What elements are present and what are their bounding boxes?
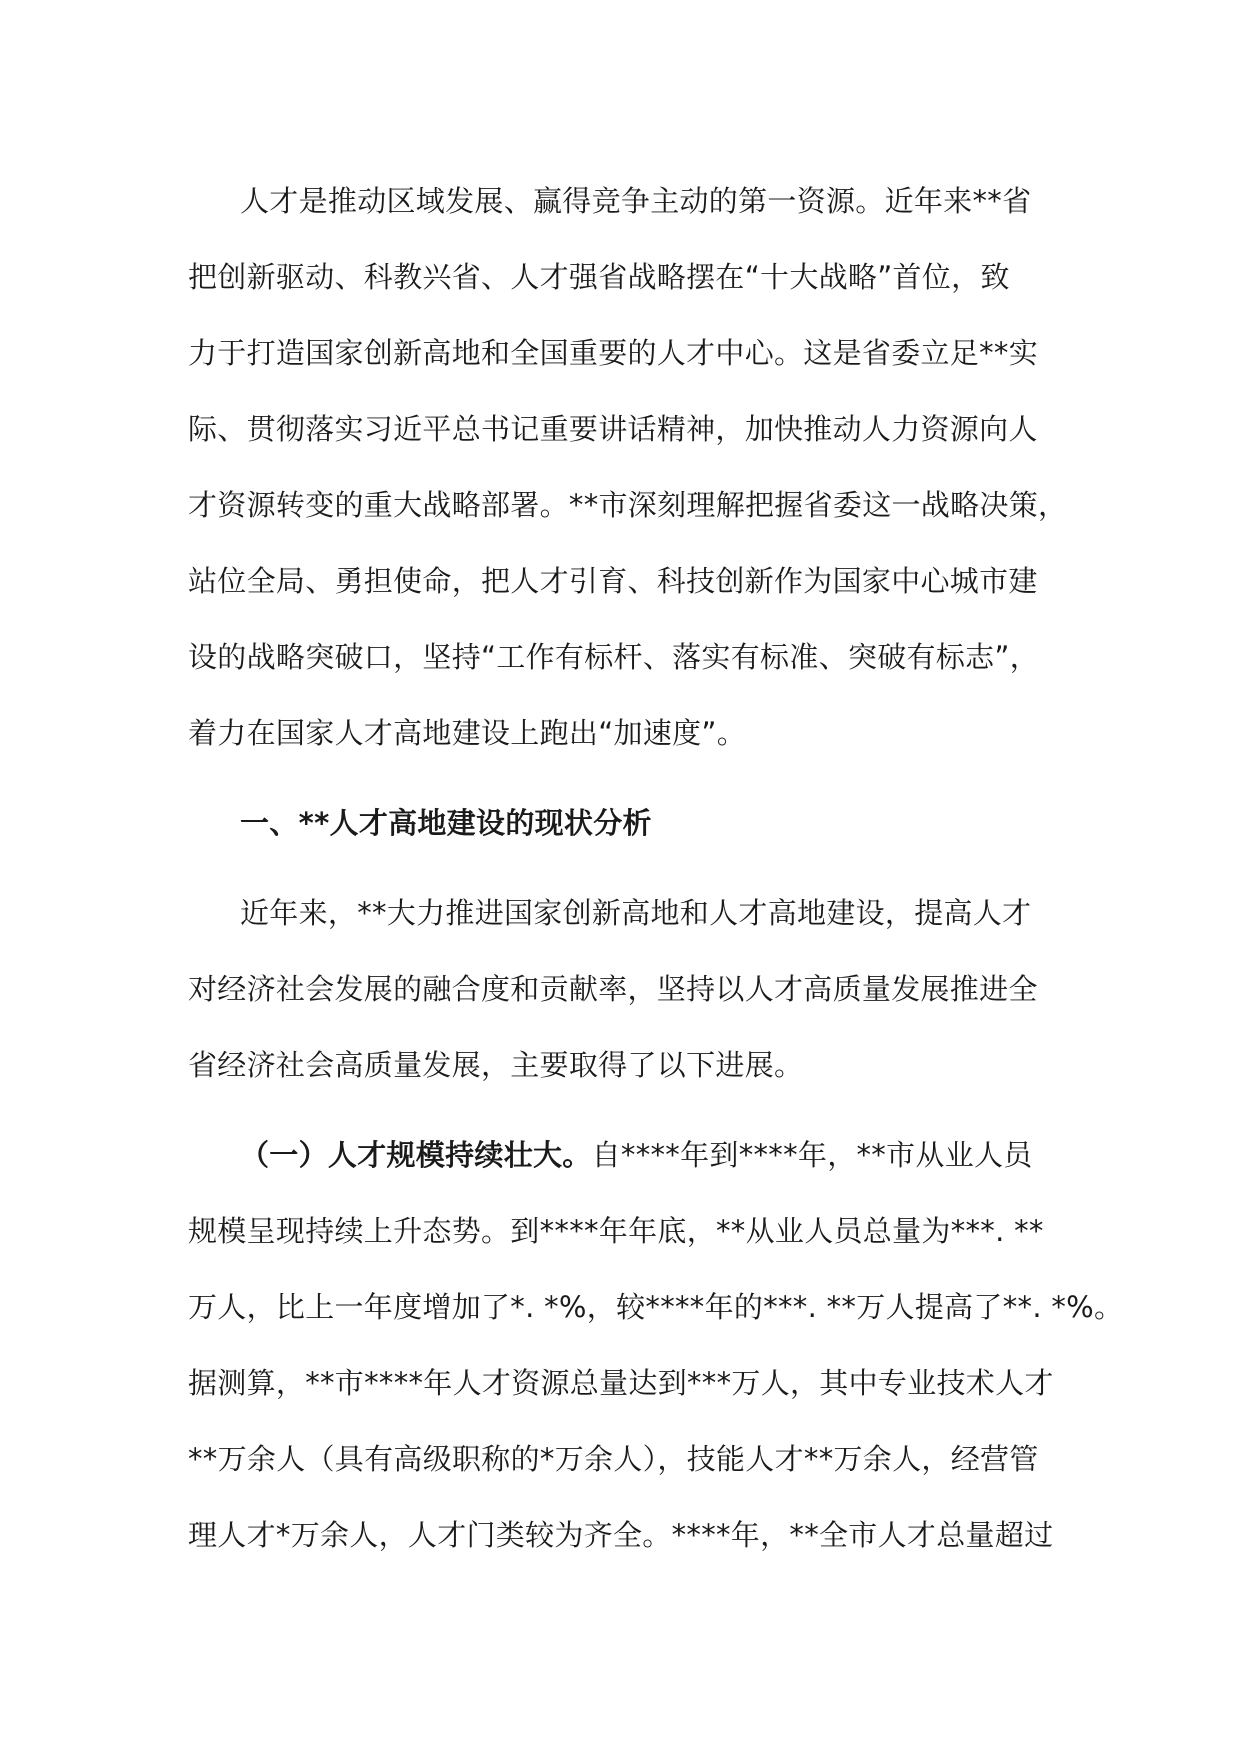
subsection1-line-3: 万人，比上一年度增加了*. *%，较****年的***. **万人提高了**. *%。 xyxy=(188,1290,1124,1324)
subsection1-line-6: 理人才*万余人，人才门类较为齐全。****年，**全市人才总量超过 xyxy=(188,1518,1054,1552)
intro-line-6: 站位全局、勇担使命，把人才引育、科技创新作为国家中心城市建 xyxy=(188,564,1038,598)
intro-line-7: 设的战略突破口，坚持“工作有标杆、落实有标准、突破有标志”， xyxy=(188,640,1040,674)
section1-line-2: 对经济社会发展的融合度和贡献率，坚持以人才高质量发展推进全 xyxy=(188,972,1038,1006)
subsection1-line-1 xyxy=(188,1117,1068,1193)
subsection1-line-1-text: 自****年到****年，**市从业人员 xyxy=(591,1138,1033,1172)
intro-line-2: 把创新驱动、科教兴省、人才强省战略摆在“十大战略”首位，致 xyxy=(188,260,1010,294)
section1-line-3: 省经济社会高质量发展，主要取得了以下进展。 xyxy=(188,1048,804,1082)
subsection1-line-5: **万余人（具有高级职称的*万余人），技能人才**万余人，经营管 xyxy=(188,1442,1039,1476)
section1-line-1: 近年来，**大力推进国家创新高地和人才高地建设，提高人才 xyxy=(240,896,1032,930)
subsection1-line-2: 规模呈现持续上升态势。到****年年底，**从业人员总量为***. ** xyxy=(188,1214,1044,1248)
intro-line-3: 力于打造国家创新高地和全国重要的人才中心。这是省委立足**实 xyxy=(188,336,1039,370)
subsection1-line-4: 据测算，**市****年人才资源总量达到***万人，其中专业技术人才 xyxy=(188,1366,1054,1400)
intro-line-1: 人才是推动区域发展、赢得竞争主动的第一资源。近年来**省 xyxy=(240,184,1032,218)
intro-line-8: 着力在国家人才高地建设上跑出“加速度”。 xyxy=(188,716,747,750)
section-heading-1: 一、**人才高地建设的现状分析 xyxy=(240,806,652,840)
subsection-heading-1: （一）人才规模持续壮大。 xyxy=(240,1138,592,1172)
intro-line-5: 才资源转变的重大战略部署。**市深刻理解把握省委这一战略决策， xyxy=(188,488,1068,522)
intro-line-4: 际、贯彻落实习近平总书记重要讲话精神，加快推动人力资源向人 xyxy=(188,412,1038,446)
document-body xyxy=(188,163,1124,1573)
